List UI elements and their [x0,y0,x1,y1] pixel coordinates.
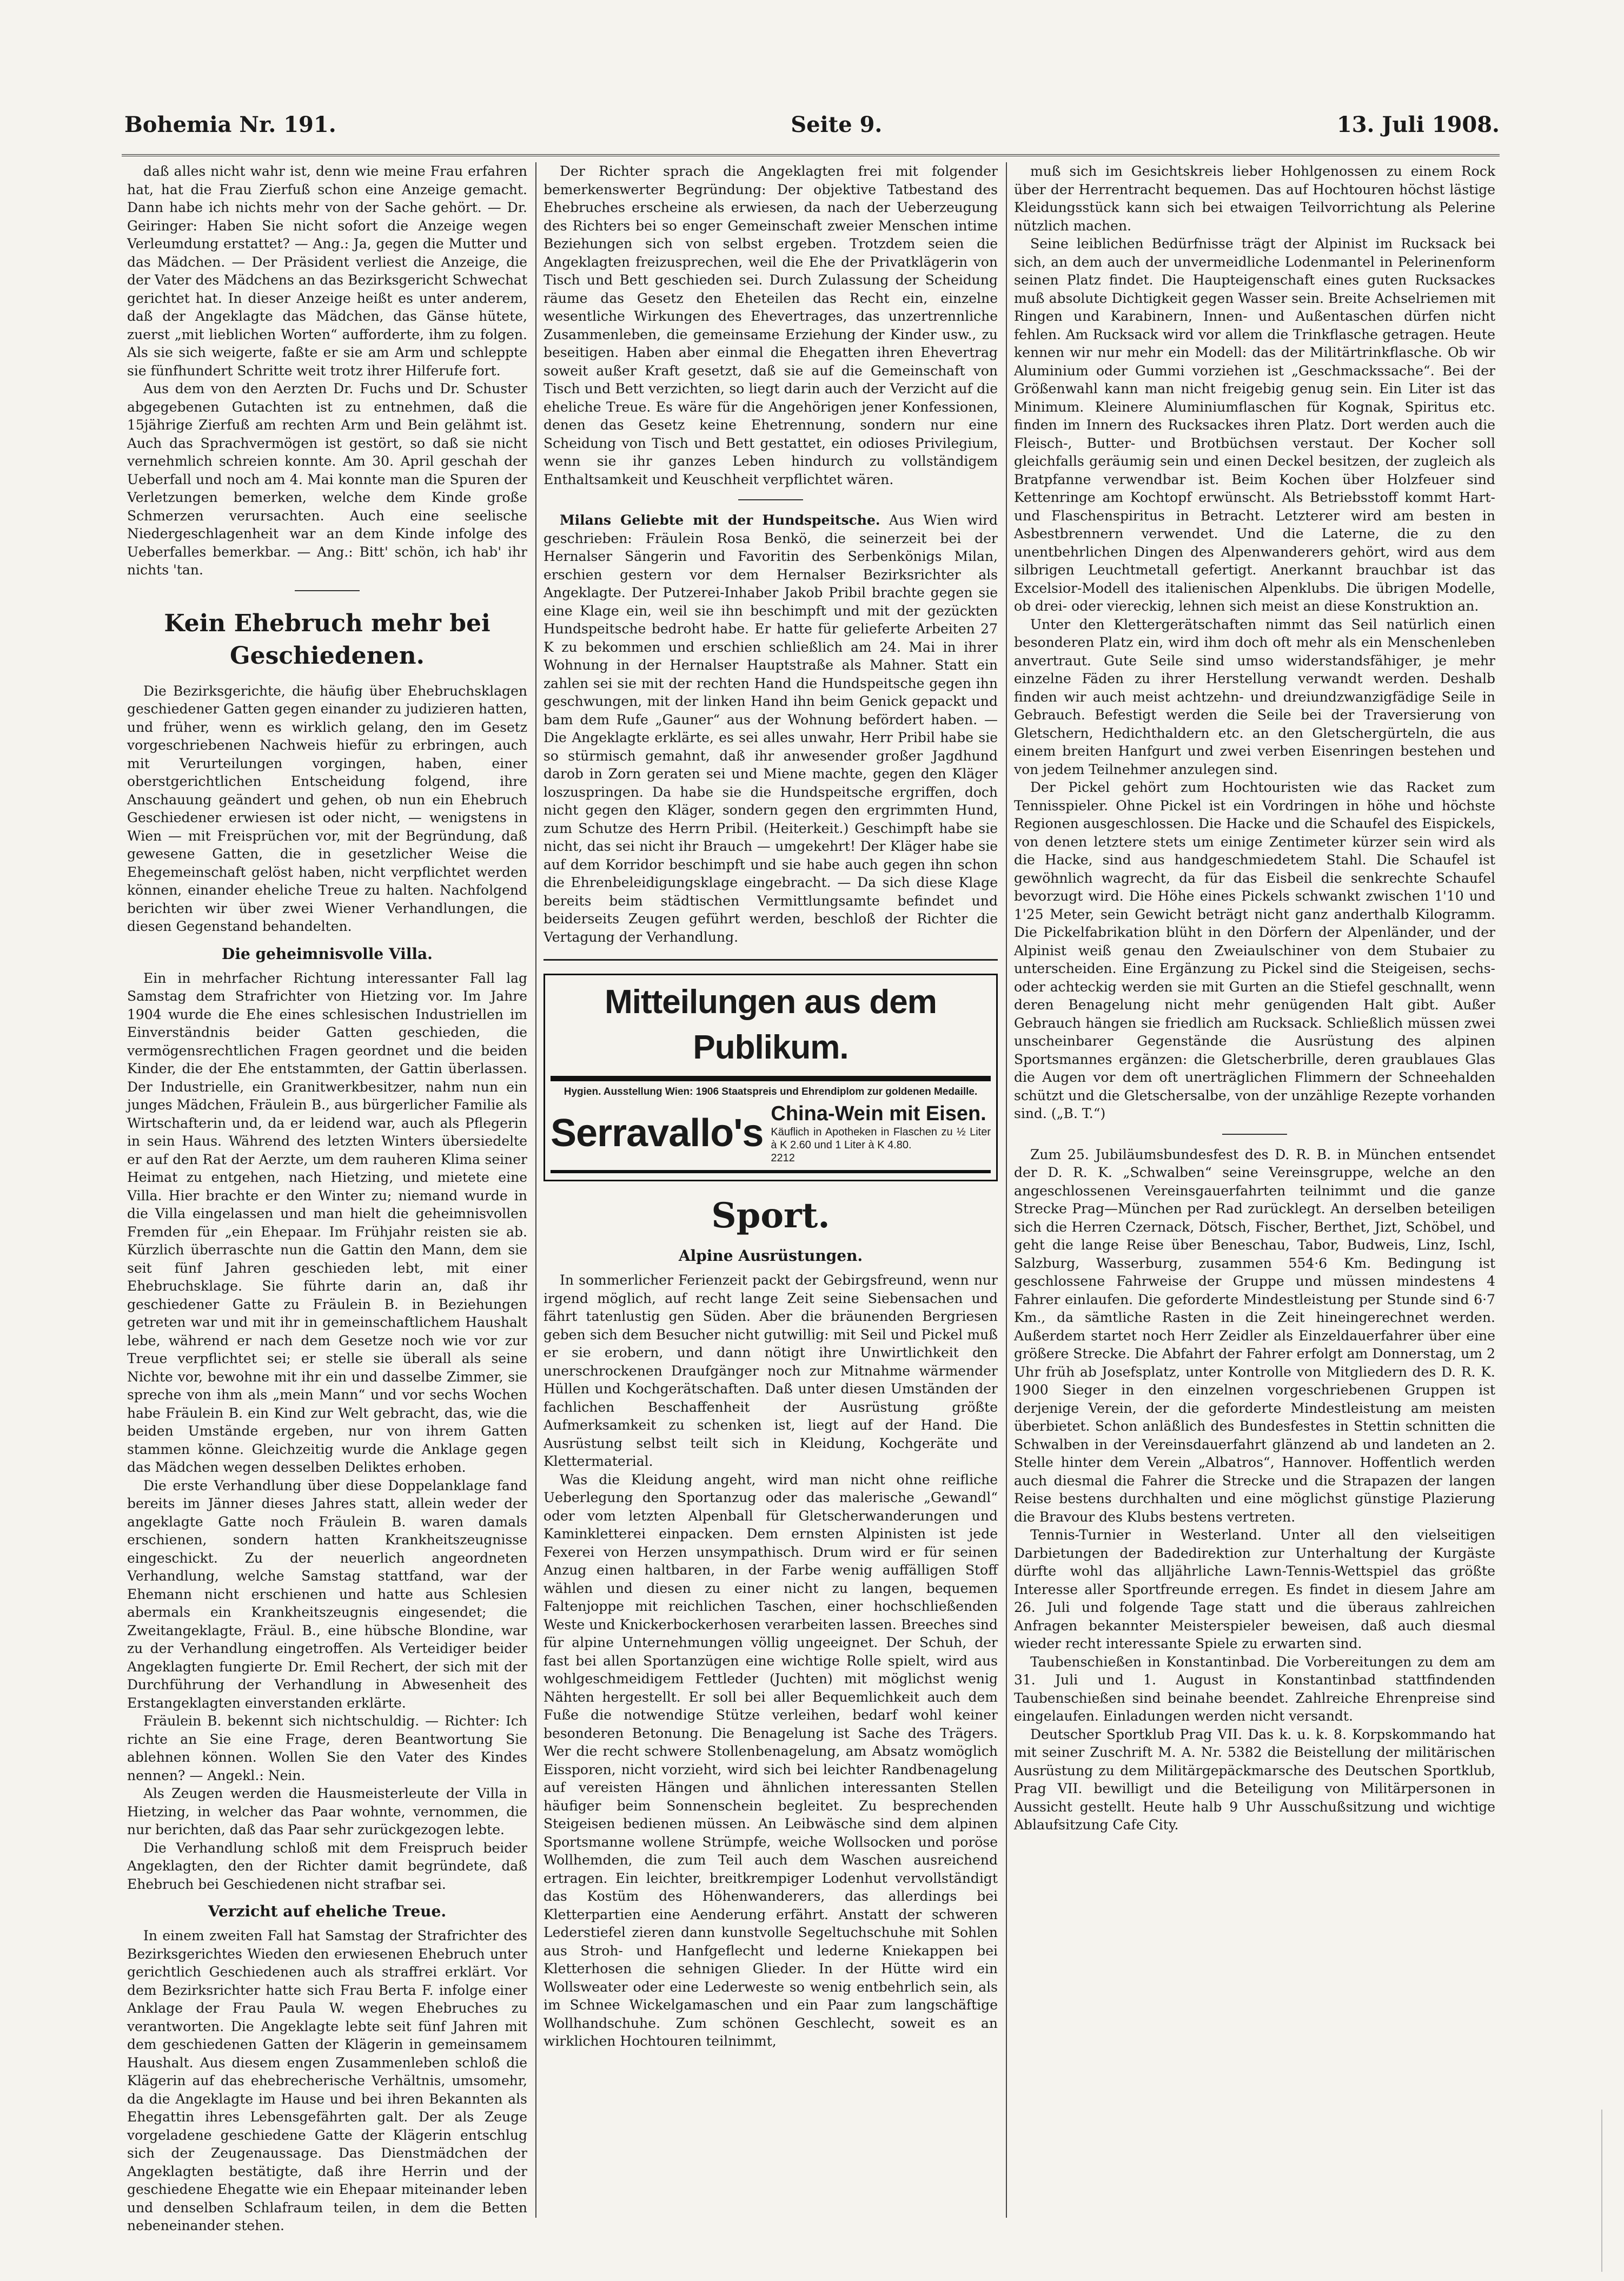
ad-details [771,1102,991,1165]
article-lead: Milans Geliebte mit der Hundspeitsche. [560,512,880,528]
ad-section-title: Mitteilungen aus dem Publikum. [605,983,937,1066]
column-right [1014,162,1495,2218]
section-heading: Verzicht auf eheliche Treue. [208,1902,447,1920]
divider [1222,1134,1287,1135]
article-paragraph: Seine leiblichen Bedürfnisse trägt der Alpinist im Rucksack bei sich, an dem auch der unvermeidliche Lodenmantel in Pelerinenform seinen Platz findet. Die Haupteigenschaft eines guten Rucksackes muß absolute Dichtigkeit gegen Wasser sein. Breite Achselriemen mit Ringen und Karabinern, Innen- und Außentaschen dürfen nicht fehlen. Am Rucksack wird vor allem die Trinkflasche getragen. Heute kennen wir nur mehr ein Modell: das der Militärtrinkflasche. Ob wir Aluminium oder Gummi vorziehen ist „Geschmackssache“. Bei der Größenwahl kann man nicht freigebig genug sein. Ein Liter ist das Minimum. Kleinere Aluminiumflaschen für Kognak, Spiritus etc. finden im Innern des Rucksackes ihren Platz. Dort werden auch die Fleisch-, Butter- und Brotbüchsen verstaut. Der Kocher soll gleichfalls geräumig sein und einen Deckel besitzen, der zugleich als Bratpfanne verwendbar ist. Beim Kochen über Holzfeuer sind Kettenringe am Kochtopf erwünscht. Als Betriebsstoff kommt Hart- und Flaschenspiritus in Betracht. Letzterer wird am besten in Asbestbrennern verwendet. Und die Laterne, die zu den unentbehrlichen Dingen des Alpenwanderers gehört, wird aus dem silbrigen Leuchtmetall gefertigt. Anerkannt brauchbar ist das Excelsior-Modell des italienischen Alpenklubs. Die übrigen Modelle, ob drei- oder viereckig, lehnen sich meist an diese Konstruktion an. [1014,236,1495,614]
article-paragraph: Deutscher Sportklub Prag VII. Das k. u. k. 8. Korpskommando hat mit seiner Zuschrift M. A. Nr. 5382 die Beistellung der militärischen Ausrüstung zu dem Militärgepäckmarsche des Deutschen Sportklub, Prag VII. bewilligt und die Beteiligung von Militärpersonen in Aussicht gestellt. Heute halb 9 Uhr Ausschußsitzung und wichtige Ablaufsitzung Cafe City. [1014,1726,1495,1833]
page-number: Seite 9. [791,111,883,137]
article-paragraph: Der Richter sprach die Angeklagten frei mit folgender bemerkenswerter Begründung: Der objektive Tatbestand des Ehebruches erscheine als erwiesen, da nach der Ueberzeugung des Richters bei so enger Gemeinschaft zweier Menschen intime Beziehungen sich von selbst ergeben. Trotzdem seien die Angeklagten freizusprechen, weil die Ehe der Privatklägerin von Tisch und Bett geschieden sei. Durch Zulassung der Scheidung räume das Gesetz den Eheteilen das Recht ein, einzelne wesentliche Wirkungen des Ehevertrages, das unzertrennliche Zusammenleben, die gemeinsame Erziehung der Kinder usw., zu beseitigen. Haben aber einmal die Ehegatten ihren Ehevertrag soweit außer Kraft gesetzt, daß sie auf die Gemeinschaft von Tisch und Bett verzichten, so liegt darin auch der Verzicht auf die eheliche Treue. Es wäre für die Angehörigen jener Konfessionen, denen das Gesetz keine Ehetrennung, sondern nur eine Scheidung von Tisch und Bett gestattet, ein odioses Privilegium, wenn sie ihr ganzes Leben hindurch zu vollständigem Enthaltsamkeit und Keuschheit verpflichtet wären. [543,163,998,487]
article-paragraph: daß alles nicht wahr ist, denn wie meine Frau erfahren hat, hat die Frau Zierfuß schon eine Anzeige gemacht. Dann habe ich nichts mehr von der Sache gehört. — Dr. Geiringer: Haben Sie nicht sofort die Anzeige wegen Verleumdung erstattet? — Ang.: Ja, gegen die Mutter und das Mädchen. — Der Präsident verliest die Anzeige, die der Vater des Mädchens an das Bezirksgericht Schwechat gerichtet hat. In dieser Anzeige heißt es unter anderem, daß der Angeklagte das Mädchen, das Gänse hütete, zuerst „mit lieblichen Worten“ aufforderte, ihm zu folgen. Als sie sich weigerte, faßte er sie am Arm und schleppte sie fünfhundert Schritte weit trotz ihrer Hilferufe fort. [127,163,527,379]
column-left [127,162,527,2233]
article-paragraph: Ein in mehrfacher Richtung interessanter Fall lag Samstag dem Strafrichter von Hietzing vor. Im Jahre 1904 wurde die Ehe eines schlesischen Industriellen im Einverständnis beider Gatten geschieden, die vermögensrechtlichen Fragen geordnet und die beiden Kinder, die der Ehe entstammten, der Gattin überlassen. Der Industrielle, ein Granitwerkbesitzer, nahm nun ein junges Mädchen, Fräulein B., aus bürgerlicher Familie als Wirtschafterin und, da er leidend war, auch als Pflegerin in sein Haus. Während des letzten Winters übersiedelte er auf den Rat der Aerzte, um dem rauheren Klima seiner Heimat zu entgehen, nach Hietzing, und mietete eine Villa. Hier brachte er den Winter zu; niemand wurde in die Villa eingelassen und man hielt die geheimnisvollen Fremden für „ein Ehepaar. Im Frühjahr reisten sie ab. Kürzlich überraschte nun die Gattin den Mann, dem sie seit fünf Jahren geschieden lebt, mit einer Ehebruchsklage. Sie führte darin an, daß ihr geschiedener Gatte zu Fräulein B. in Beziehungen getreten war und mit ihr in gemeinschaftlichem Haushalt lebe, während er nach dem Gesetze noch wie vor zur Treue verpflichtet sei; er stelle sie überall als seine Nichte vor, bewohne mit ihr ein und dasselbe Zimmer, sie spreche von ihm als „mein Mann“ und vor sechs Wochen habe Fräulein B. ein Kind zur Welt gebracht, das, wie die beiden Umstände ergeben, nur von ihrem Gatten stammen könne. Gleichzeitig wurde die Anklage gegen das Mädchen wegen desselben Deliktes erhoben. [127,970,527,1475]
advertisement [543,974,998,1181]
article-paragraph: Die Verhandlung schloß mit dem Freispruch beider Angeklagten, den der Richter damit begründete, daß Ehebruch bei Geschiedenen nicht strafbar sei. [127,1840,527,1892]
article-paragraph: Fräulein B. bekennt sich nichtschuldig. — Richter: Ich richte an Sie eine Frage, deren Beantwortung Sie ablehnen können. Wollen Sie den Vater des Kindes nennen? — Angekl.: Nein. [127,1713,527,1783]
article-headline: Kein Ehebruch mehr bei Geschiedenen. [164,609,490,670]
article-paragraph: Die Bezirksgerichte, die häufig über Ehebruchsklagen geschiedener Gatten gegen einander zu judizieren hatten, und früher, wenn es wirklich gelang, den im Gesetz vorgeschriebenen Nachweis hiefür zu erbringen, auch mit Verurteilungen vorgingen, haben, einer oberstgerichtlichen Entscheidung folgend, ihre Anschauung geändert und gehen, ob nun ein Ehebruch Geschiedener erwiesen ist oder nicht, — wenigstens in Wien — mit Freisprüchen vor, mit der Begründung, daß gewesene Gatten, die in gesetzlicher Weise die Ehegemeinschaft gelöst haben, nicht verpflichtet werden können, einander eheliche Treue zu halten. Nachfolgend berichten wir über zwei Wiener Verhandlungen, die diesen Gegenstand behandelten. [127,683,527,934]
ad-rule [551,1076,991,1081]
article-paragraph: muß sich im Gesichtskreis lieber Hohlgenossen zu einem Rock über der Herrentracht bequemen. Das auf Hochtouren höchst lästige Kleidungsstück kann sich bei etwaigen Teilvorrichtung als Pelerine nützlich machen. [1014,163,1495,234]
page-edge [1601,2110,1624,2272]
article-paragraph: Als Zeugen werden die Hausmeisterleute der Villa in Hietzing, in welcher das Paar wohnte, vernommen, die nur berichten, daß das Paar sehr zurückgezogen lebte. [127,1786,527,1837]
column-divider [1006,162,1007,2218]
paper-issue: Bohemia Nr. 191. [124,111,336,137]
ad-row [551,1102,991,1165]
article-paragraph: Aus dem von den Aerzten Dr. Fuchs und Dr. Schuster abgegebenen Gutachten ist zu entnehmen, daß die 15jährige Zierfuß am rechten Arm und Bein gelähmt ist. Auch das Sprachvermögen ist gestört, so daß sie nicht vernehmlich schreien konnte. Am 30. April geschah der Ueberfall und noch am 4. Mai konnte man die Spuren der Verletzungen bemerken, welche dem Kinde große Schmerzen verursachten. Auch eine seelische Niedergeschlagenheit war an dem Kinde infolge des Ueberfalles bemerkbar. — Ang.: Bitt' schön, ich hab' ihr nichts 'tan. [127,381,527,578]
article-text: Aus Wien wird geschrieben: Fräulein Rosa Benkö, die seinerzeit bei der Hernalser Sängerin und Favoritin des Serbenkönigs Milan, erschien gestern vor dem Hernalser Bezirksrichter als Angeklagte. Der Putzerei-Inhaber Jakob Pribil brachte gegen sie eine Klage ein, weil sie ihn beschimpft und mit der gezückten Hundspeitsche bedroht habe. Er hatte für gelieferte Arbeiten 27 K zu bekommen und erschien schließlich am 24. Mai in ihrer Wohnung in der Hernalser Hauptstraße als Mahner. Statt ein zahlen sei sie mit der rechten Hand die Hundspeitsche gegen ihn geschwungen, mit der linken Hand ihn beim Genick gepackt und bam dem Rufe „Gauner“ aus der Wohnung befördert haben. — Die Angeklagte erklärte, es sei alles unwahr, Herr Pribil habe sie so stürmisch gemahnt, daß ihr anwesender großer Jagdhund darob in Zorn geraten sei und Miene machte, gegen den Kläger loszuspringen. Da habe sie die Hundspeitsche ergriffen, doch nicht gegen den Kläger, sondern gegen den ergrimmten Hund, zum Schutze des Herrn Pribil. (Heiterkeit.) Geschimpft habe sie nicht, das sei nicht ihr Brauch — umgekehrt! Der Kläger habe sie auf dem Korridor beschimpft und sie habe auch gegen ihn schon die Ehrenbeleidigungsklage eingebracht. — Da sich diese Klage bereits beim städtischen Vermittlungsamte befindet und beiderseits Zeugen geführt werden, beschloß der Richter die Vertagung der Verhandlung. [543,512,998,945]
ad-code: 2212 [771,1152,795,1164]
header-rule [122,154,1500,156]
page-header [124,105,1500,143]
issue-date: 13. Juli 1908. [1336,111,1500,137]
article-paragraph: In einem zweiten Fall hat Samstag der Strafrichter des Bezirksgerichtes Wieden den erwiesenen Ehebruch unter gerichtlich Geschiedenen auch als straffrei erklärt. Vor dem Bezirksrichter hatte sich Frau Berta F. infolge einer Anklage der Frau Paula W. wegen Ehebruches zu verantworten. Die Angeklagte lebte seit fünf Jahren mit dem geschiedenen Gatten der Klägerin in gemeinsamem Haushalt. Aus diesem engen Zusammenleben schloß die Klägerin auf das ehebrecherische Verhältnis, umsomehr, da die Angeklagte im Hause und bei ihren Bekannten als Ehegattin ihres Lebensgefährten galt. Der als Zeuge vorgeladene geschiedene Gatte der Klägerin entschlug sich der Zeugenaussage. Das Dienstmädchen der Angeklagten bestätigte, daß ihre Herrin und der geschiedene Ehegatte wie ein Ehepaar miteinander leben und denselben Schlafraum teilen, in dem die Betten nebeneinander stehen. [127,1928,527,2233]
ad-price-text: Käuflich in Apotheken in Flaschen zu ½ Liter à K 2.60 und 1 Liter à K 4.80. [771,1126,991,1151]
divider [543,959,998,961]
article-paragraph: Tennis-Turnier in Westerland. Unter all den vielseitigen Darbietungen der Badedirektion zur Unterhaltung der Kurgäste dürfte wohl das alljährliche Lawn-Tennis-Wettspiel das größte Interesse aller Sportfreunde erregen. Es findet in diesem Jahre am 26. Juli und folgende Tage statt und die überaus zahlreichen Anfragen bekannter Meisterspieler beweisen, daß auch diesmal wieder recht interessante Spiele zu erwarten sind. [1014,1527,1495,1651]
article-paragraph: Zum 25. Jubiläumsbundesfest des D. R. B. in München entsendet der D. R. K. „Schwalben“ seine Vereinsgruppe, welche an den angeschlossenen Vereinsgauerfahrten teilnimmt und die ganze Strecke Prag—München per Rad zurücklegt. An derselben beteiligen sich die Herren Czernack, Dötsch, Fischer, Berthet, Jizt, Schöbel, und geht die lange Reise über Beneschau, Tabor, Budweis, Linz, Ischl, Salzburg, Wasserburg, zusammen 554·6 Km. Bedingung ist geschlossene Fahrweise der Gruppe und müssen mindestens 4 Fahrer einlaufen. Die geforderte Mindestleistung per Stunde sind 6·7 Km., da sämtliche Rasten in die Zeit hineingerechnet werden. Außerdem startet noch Herr Zeidler als Einzeldauerfahrer über eine größere Strecke. Die Abfahrt der Fahrer erfolgt am Donnerstag, um 2 Uhr früh ab Josefsplatz, unter Kontrolle von Mitgliedern des D. R. K. 1900 Sieger in den einzelnen vorgeschriebenen Gruppen ist derjenige Verein, der die geforderte Mindestleistung am meisten überbietet. Schon anläßlich des Bundesfestes in Stettin schnitten die Schwalben in der Vereinsdauerfahrt glänzend ab und landeten an 2. Stelle hinter dem Verein „Albatros“, Hannover. Hoffentlich werden auch diesmal die Fahrer die Strecke und die Strapazen der langen Reise bestens durchhalten und eine möglichst günstige Plazierung die Bravour des Klubs bestens vertreten. [1014,1146,1495,1525]
divider [738,499,803,500]
section-title-sport: Sport. [711,1195,830,1236]
column-middle [543,162,998,2218]
article-paragraph: Der Pickel gehört zum Hochtouristen wie das Racket zum Tennisspieler. Ohne Pickel ist ein Vordringen in höhe und höchste Regionen ausgeschlossen. Die Hacke und die Schaufel des Eispickels, von denen letztere stets um einige Zentimeter kürzer sein wird als die Hacke, sind aus handgeschmiedetem Stahl. Die Schaufel ist gewöhnlich wagrecht, da für das Eisbeil die senkrechte Schaufel bevorzugt wird. Die Höhe eines Pickels schwankt zwischen 1'10 und 1'25 Meter, sein Gewicht beträgt nicht ganz anderthalb Kilogramm. Die Pickelfabrikation blüht in den Dörfern der Alpenländer, und der Alpinist weiß genau den Zweiaulschiner von dem Stubaier zu unterscheiden. Eine Ergänzung zu Pickel sind die Steigeisen, sechs- oder achteckig werden sie mit Gurten an die Stiefel geschnallt, wenn deren Benagelung nicht mehr genügenden Halt gibt. Außer Gebrauch hängen sie friedlich am Rucksack. Schließlich müssen zwei unscheinbarer Gegenstände die Ausrüstung des alpinen Sportsmannes ergänzen: die Gletscherbrille, deren graublaues Glas die Augen vor dem oft unerträglichen Flimmern der Schneehalden schützt und die Gletschersalbe, von der unzählige Rezepte vorhanden sind. („B. T.“) [1014,779,1495,1121]
article-paragraph: Die erste Verhandlung über diese Doppelanklage fand bereits im Jänner dieses Jahres statt, allein weder der angeklagte Gatte noch Fräulein B. waren damals erschienen, sondern hatten Krankheitszeugnisse eingeschickt. Zu der neuerlich angeordneten Verhandlung, welche Samstag stattfand, war der Ehemann nicht erschienen und hatte aus Schlesien abermals ein Krankheitszeugnis eingesendet; die Zweitangeklagte, Fräul. B., eine hübsche Blondine, war zu der Verhandlung eingetroffen. Als Verteidiger beider Angeklagten fungierte Dr. Emil Rechert, der sich mit der Durchführung der Verhandlung in Abwesenheit des Erstangeklagten einverstanden erklärte. [127,1477,527,1711]
article-paragraph: Was die Kleidung angeht, wird man nicht ohne reifliche Ueberlegung den Sportanzug oder das malerische „Gewandl“ oder vom letzten Alpenball für Gletscherwanderungen und Kaminkletterei einpacken. Dem ernsten Alpinisten ist jede Fexerei von Herzen unsympathisch. Drum wird er für seinen Anzug einen haltbaren, in der Farbe wenig auffälligen Stoff wählen und diesen zu einer nicht zu langen, bequemen Faltenjoppe mit reichlichen Taschen, einer hochschließenden Weste und Knickerbockerhosen verarbeiten lassen. Breeches sind für alpine Unternehmungen völlig ungeeignet. Der Schuh, der fast bei allen Sportanzügen eine wichtige Rolle spielt, wird aus wohlgeschmeidigem Fettleder (Juchten) mit möglichst wenig Nähten hergestellt. Er soll bei aller Bequemlichkeit auch dem Fuße die notwendige Stütze verleihen, bedarf wohl keiner besonderen Betonung. Die Benagelung ist Sache des Trägers. Wer die recht schwere Stollenbenagelung, am Absatz womöglich Eissporen, nicht vorzieht, wird sich bei leichter Randbenagelung auf vereisten Hängen und ähnlichen interessanten Stellen häufiger beim Sonnenschein begleitet. Zu besprechenden Steigeisen bedienen müssen. An Leibwäsche sind dem alpinen Sportsmanne wollene Strümpfe, weiche Wollsocken und poröse Wollhemden, die zum Teil auch dem Waschen ausreichend ertragen. Ein leichter, breitkrempiger Lodenhut vervollständigt das Kostüm des Höhenwanderers, das allerdings bei Kletterpartien eine Aenderung erfährt. Anstatt der schweren Lederstiefel zieren dann kunstvolle Segeltuchschuhe mit Sohlen aus Stroh- und Hanfgeflecht und lederne Kniekappen bei Kletterhosen die sehnigen Glieder. In der Hütte wird ein Wollsweater oder eine Lederweste so wenig entbehrlich sein, als im Schnee Wickelgamaschen und ein Paar zum langschäftige Wollhandschuhe. Zum schönen Geschlecht, soweit es an wirklichen Hochtouren teilnimmt, [543,1471,998,2049]
section-heading: Die geheimnisvolle Villa. [222,944,433,963]
divider [295,590,360,591]
article-paragraph: Unter den Klettergerätschaften nimmt das Seil natürlich einen besonderen Platz ein, wird ihm doch oft mehr als ein Menschenleben anvertraut. Gute Seile sind umso widerstandsfähiger, je mehr einzelne Fäden zu ihrer Herstellung verwandt werden. Deshalb finden wir auch meist achtzehn- und dreiundzwanzigfädige Seile in Gebrauch. Befestigt werden die Seile bei der Traversierung von Gletschern, Hedichthaldern etc. an den Gletschergürteln, die aus einem breiten Hanfgurt und zwei verben Eisenringen bestehen und von jedem Teilnehmer anzulegen sind. [1014,616,1495,777]
column-divider [535,162,536,2218]
ad-product: China-Wein mit Eisen. [771,1102,986,1125]
article-paragraph: Taubenschießen in Konstantinbad. Die Vorbereitungen zu dem am 31. Juli und 1. August in Konstantinbad stattfindenden Taubenschießen sind beinahe beendet. Zahlreiche Ehrenpreise sind eingelaufen. Einladungen werden nicht versandt. [1014,1654,1495,1724]
ad-brand: Serravallo's [551,1112,764,1155]
section-heading: Alpine Ausrüstungen. [678,1247,863,1265]
article-paragraph: In sommerlicher Ferienzeit packt der Gebirgsfreund, wenn nur irgend möglich, auf recht lange Zeit seine Siebensachen und fährt tatenlustig gen Süden. Aber die bräunenden Bergriesen geben sich dem Besucher nicht gutwillig: mit Seil und Pickel muß er sie erobern, und dann nötigt ihre Unwirtlichkeit den unerschrockenen Draufgänger noch zur Mitnahme wärmender Hüllen und Kochgerätschaften. Daß unter diesen Umständen der fachlichen Beschaffenheit der Ausrüstung größte Aufmerksamkeit zu schenken ist, liegt auf der Hand. Die Ausrüstung selbst teilt sich in Kleidung, Kochgeräte und Klettermaterial. [543,1272,998,1469]
ad-award-text: Hygien. Ausstellung Wien: 1906 Staatspreis und Ehrendiplom zur goldenen Medaille. [564,1086,978,1097]
article-paragraph [543,511,998,946]
ad-rule [551,1170,991,1173]
